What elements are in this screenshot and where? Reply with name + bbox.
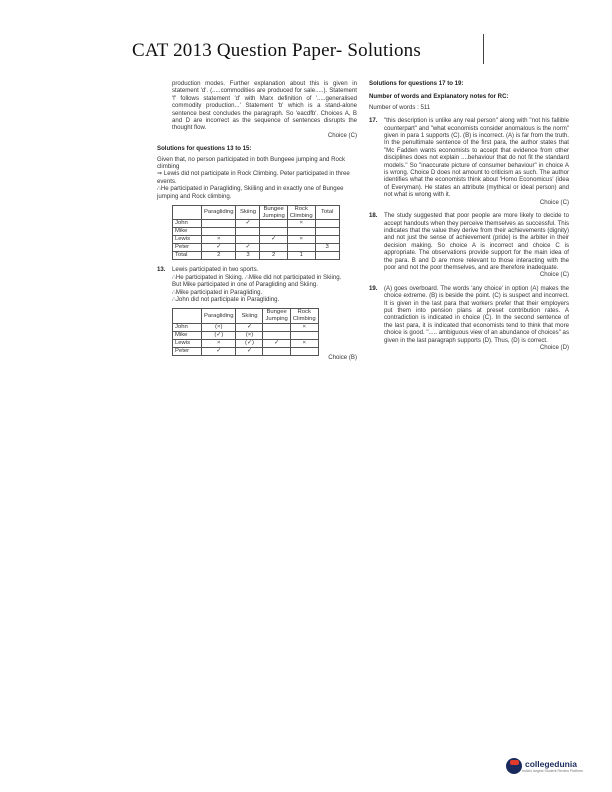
table-cell: ✓ xyxy=(236,220,260,228)
table-cell: John xyxy=(173,220,202,228)
question-number: 17. xyxy=(369,117,378,125)
table-cell: ✓ xyxy=(202,244,236,252)
choice-label: Choice (D) xyxy=(539,344,569,351)
q13-line: Lewis participated in two sports. xyxy=(172,266,259,274)
section-heading: Solutions for questions 17 to 19: xyxy=(369,80,464,87)
table-cell: Mike xyxy=(173,228,202,236)
table-cell: ✓ xyxy=(236,244,260,252)
collegedunia-logo xyxy=(506,758,583,774)
answer-explanation: The study suggested that poor people are more likely to decide to accept handouts when they perceive themselves as successful. This indicates that the value they derive from their achievements (dignity) and not just the sense of achievement (pride) is the arbiter in their decision making. So choice A is incorrect and choice C is appropriate. The observations provide support for the main idea of the para. B and D are more relevant to those interacting with the poor and not the poor themselves, and are therefore inadequate. xyxy=(384,212,569,271)
table-cell: Mike xyxy=(173,331,202,339)
table-row xyxy=(173,339,319,347)
table-cell: 3 xyxy=(315,244,339,252)
table-cell xyxy=(315,220,339,228)
left-column xyxy=(157,80,357,361)
q13-line: ∴He participated in Skiing. ∴Mike did not participated in Skiing. xyxy=(172,273,342,281)
therefore-statement: ∴He participated in Paragliding, Skiiling and in exactly one of Bungee jumping and Rock climbing. xyxy=(157,185,344,200)
table-header-cell: Paragliding xyxy=(202,206,236,220)
table-cell: 2 xyxy=(202,252,236,260)
table-cell: × xyxy=(202,339,236,347)
table-header-cell: Bungee Jumping xyxy=(263,309,290,323)
q13-line: ∴Mike participated in Paragliding. xyxy=(172,288,263,296)
table-cell xyxy=(202,228,236,236)
table-header-row xyxy=(173,309,319,323)
q13-line: But Mike participated in one of Paragliding and Skiing. xyxy=(172,281,319,289)
table-cell xyxy=(315,252,339,260)
table-cell: Peter xyxy=(173,347,202,355)
paragraph-q12-explanation: production modes. Further explanation about this is given in statement 'd'. (.....commodities are produced for sale.....). Statement 'f' follows statement 'd' with Marx definition of '.....generalised commodity production...' Statement 'b' which is a stand-alone sentence best concludes the paragraph. So 'eacdfb'. Choices A, B and D are incorrect as the sequence of sentences disrupts the thought flow. xyxy=(172,80,357,132)
table-header-cell xyxy=(173,206,202,220)
table-cell: Lewis xyxy=(173,339,202,347)
table-row xyxy=(173,228,340,236)
choice-label: Choice (C) xyxy=(327,131,357,139)
answer-explanation: "this description is unlike any real person" along with "not his fallible counterpart" and "what economists consider anomalous is the norm" given in para 1 supports (C). (B) is incorrect. (A) is far from the truth. In the penultimate sentence of the first para, the author states that "Mc Fadden wants economists to accept that evidence from other disciplines does not explain ....behaviour that do not fit the standard models." So "inaccurate picture of consumer behaviour" in choice A is wrong. Choice D does not amount to criticism as such. The author identifies what the economists think about 'Homo Economicus' (idea of Everyman). He states an attribute (mythical or ideal person) and not what is wrong with it. xyxy=(384,117,569,199)
table-cell xyxy=(290,331,318,339)
table-cell: × xyxy=(202,236,236,244)
table-cell: 3 xyxy=(236,252,260,260)
page-title: CAT 2013 Question Paper- Solutions xyxy=(132,40,421,61)
table-header-cell: Total xyxy=(315,206,339,220)
table-cell xyxy=(263,323,290,331)
table-header-row xyxy=(173,206,340,220)
word-count: Number of words : 511 xyxy=(369,103,431,111)
table-cell xyxy=(260,244,287,252)
table-row xyxy=(173,220,340,228)
table-total-row xyxy=(173,252,340,260)
table-cell xyxy=(260,228,287,236)
participation-table-1 xyxy=(172,205,340,260)
table-cell xyxy=(287,244,315,252)
table-row xyxy=(173,236,340,244)
question-18 xyxy=(369,212,569,279)
question-17 xyxy=(369,117,569,206)
table-cell: (✓) xyxy=(202,331,236,339)
choice-label: Choice (B) xyxy=(328,353,357,361)
table-cell: × xyxy=(290,339,318,347)
table-cell: Total xyxy=(173,252,202,260)
table-header-cell: Skiing xyxy=(236,309,263,323)
participation-table-2 xyxy=(172,308,319,355)
table-header-cell: Rock Climbing xyxy=(290,309,318,323)
table-header-cell: Skiing xyxy=(236,206,260,220)
table-cell: 2 xyxy=(260,252,287,260)
table-header-cell: Paragliding xyxy=(202,309,236,323)
right-column xyxy=(369,80,569,351)
table-cell xyxy=(202,220,236,228)
choice-label: Choice (C) xyxy=(539,198,569,206)
table-cell: (×) xyxy=(236,331,263,339)
table-cell: ✓ xyxy=(202,347,236,355)
table-row xyxy=(173,331,319,339)
table-cell: ✓ xyxy=(236,347,263,355)
logo-text: collegedunia xyxy=(525,758,577,769)
implication-statement: ⇒ Lewis did not participate in Rock Climbing. Peter participated in three events. xyxy=(157,170,350,185)
table-cell: × xyxy=(287,236,315,244)
question-19 xyxy=(369,285,569,352)
logo-tagline: India's largest Student Review Platform xyxy=(522,768,583,773)
table-header-cell: Bungee Jumping xyxy=(260,206,287,220)
table-cell xyxy=(236,228,260,236)
table-row xyxy=(173,244,340,252)
question-number: 13. xyxy=(157,266,166,274)
header-divider xyxy=(483,34,484,64)
table-cell: 1 xyxy=(287,252,315,260)
table-cell: (✓) xyxy=(236,339,263,347)
table-cell: John xyxy=(173,323,202,331)
table-header-cell: Rock Climbing xyxy=(287,206,315,220)
table-cell: ✓ xyxy=(260,236,287,244)
table-cell: ✓ xyxy=(236,323,263,331)
section-heading: Solutions for questions 13 to 15: xyxy=(157,145,252,153)
table-cell: × xyxy=(290,323,318,331)
q13-line: ∴John did not participate in Paragliding. xyxy=(172,295,280,303)
question-number: 19. xyxy=(369,284,378,292)
rc-heading: Number of words and Explanatory notes for RC: xyxy=(369,93,509,101)
given-statement: Given that, no person participated in both Bungeee jumping and Rock climbing xyxy=(157,155,346,171)
answer-explanation: (A) goes overboard. The words 'any choice' in option (A) makes the choice extreme. (B) is beside the point. (C) is suspect and incorrect. It is given in the last para that workers prefer that their employers put them into pension plans at preset contribution rates. A contradiction is indicated in choice (C). In the second sentence of the last para, it is indicated that economists tend to think that more choice is good. "..... ambiguous view of an abundance of choices" as given in the last paragraph supports (D). Thus, (D) is correct. xyxy=(384,284,569,344)
table-cell xyxy=(236,236,260,244)
question-number: 18. xyxy=(369,212,378,220)
table-cell xyxy=(315,236,339,244)
table-header-cell xyxy=(173,309,202,323)
graduation-cap-icon xyxy=(506,758,522,774)
choice-label: Choice (C) xyxy=(539,271,569,279)
question-13 xyxy=(157,266,357,303)
table-row xyxy=(173,323,319,331)
table-cell: Lewis xyxy=(173,236,202,244)
table-cell: Peter xyxy=(173,244,202,252)
table-cell xyxy=(263,331,290,339)
table-cell: ✓ xyxy=(263,339,290,347)
table-cell: (×) xyxy=(202,323,236,331)
table-cell: × xyxy=(287,220,315,228)
table-cell xyxy=(260,220,287,228)
table-cell xyxy=(287,228,315,236)
table-cell xyxy=(315,228,339,236)
